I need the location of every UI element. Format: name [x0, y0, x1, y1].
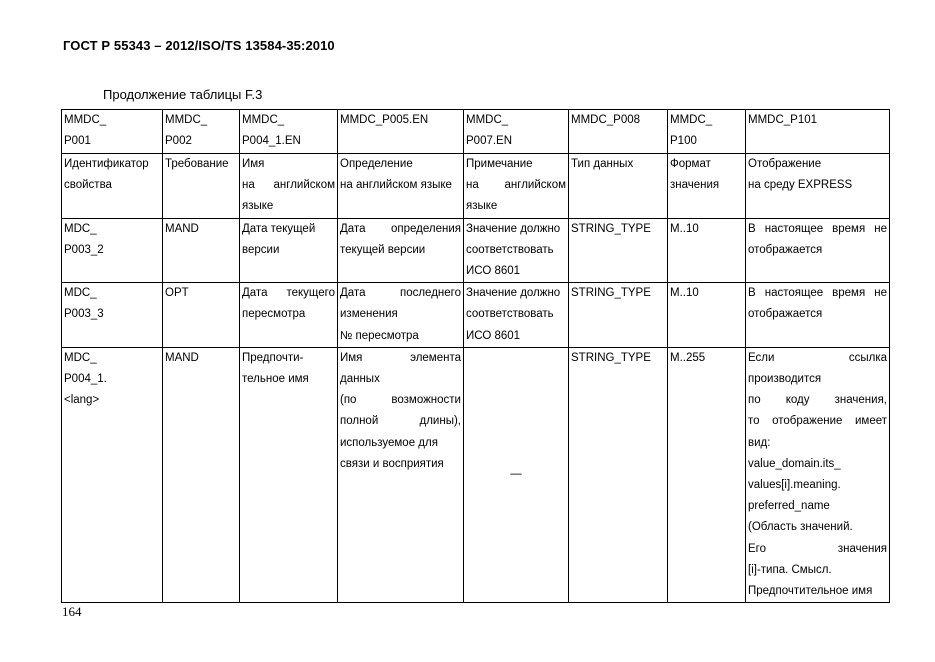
- table-cell-value-format: [668, 347, 746, 602]
- cell-line: ИСО 8601: [466, 265, 521, 278]
- table-cell-note-en: [464, 110, 569, 154]
- cell-line: производится: [748, 373, 822, 386]
- table-cell-requirement: [163, 283, 240, 348]
- cell-line: пересмотра: [242, 308, 306, 321]
- table-cell-requirement: [163, 110, 240, 154]
- table-cell-value-format: [668, 154, 746, 219]
- spec-table: [61, 109, 890, 603]
- cell-line: M..10: [670, 287, 699, 300]
- table-cell-data-type: [569, 283, 668, 348]
- cell-line: Имя: [242, 158, 265, 170]
- cell-line: Имя элемента: [340, 351, 461, 364]
- page-number: 164: [62, 604, 82, 619]
- cell-line: MAND: [165, 351, 199, 364]
- cell-line: MMDC_P101: [748, 114, 818, 126]
- cell-line: Дата текущей: [242, 222, 316, 235]
- cell-line: preferred_name: [748, 500, 830, 513]
- table-cell-property-id: [62, 218, 163, 283]
- cell-line: на английском языке: [340, 179, 452, 192]
- cell-line: Предпочтительное имя: [748, 585, 873, 598]
- cell-line: Идентификатор: [64, 158, 149, 170]
- table-cell-express-mapping: [746, 283, 890, 348]
- cell-line: Тип данных: [571, 158, 634, 170]
- table-row: [62, 154, 890, 219]
- table-cell-property-id: [62, 154, 163, 219]
- cell-line: В настоящее время не: [748, 222, 887, 235]
- table-cell-definition-en: [338, 347, 464, 602]
- cell-line: MDC_: [64, 287, 97, 300]
- document-header: ГОСТ Р 55343 – 2012/ISO/TS 13584-35:2010: [63, 38, 335, 53]
- table-cell-value-format: [668, 283, 746, 348]
- table-cell-name-en: [240, 154, 338, 219]
- table-row: [62, 283, 890, 348]
- cell-line: P004_1.: [64, 373, 107, 386]
- table-cell-express-mapping: [746, 154, 890, 219]
- cell-line: MMDC_: [64, 114, 107, 126]
- table-cell-definition-en: [338, 154, 464, 219]
- cell-line: OPT: [165, 287, 189, 300]
- cell-line: MMDC_: [165, 114, 208, 126]
- cell-line: по коду значения,: [748, 394, 887, 407]
- table-cell-express-mapping: [746, 218, 890, 283]
- table-cell-definition-en: [338, 283, 464, 348]
- cell-line: (Область значений.: [748, 521, 853, 534]
- cell-line: Требование: [165, 158, 229, 170]
- cell-line: Дата определения: [340, 222, 461, 235]
- cell-line: Предпочти-: [242, 351, 304, 364]
- cell-line: Отображение: [748, 158, 822, 170]
- cell-line: P002: [165, 135, 192, 148]
- cell-line: на английском: [242, 179, 335, 192]
- cell-line: Если ссылка: [748, 351, 887, 364]
- cell-line: MDC_: [64, 222, 97, 235]
- table-caption: Продолжение таблицы F.3: [103, 87, 263, 102]
- cell-line: Определение: [340, 158, 413, 170]
- table-cell-property-id: [62, 110, 163, 154]
- cell-line: MDC_: [64, 351, 97, 364]
- table-cell-requirement: [163, 347, 240, 602]
- table-cell-value-format: [668, 218, 746, 283]
- table-cell-data-type: [569, 154, 668, 219]
- cell-line: связи и восприятия: [340, 457, 444, 470]
- cell-line: M..255: [670, 351, 706, 364]
- cell-line: MAND: [165, 222, 199, 235]
- cell-line: Его значения: [748, 542, 887, 555]
- cell-line: Значение должно: [466, 287, 561, 300]
- cell-line: value_domain.its_: [748, 457, 841, 470]
- cell-line: соответствовать: [466, 243, 554, 256]
- cell-line: MMDC_: [242, 114, 285, 126]
- cell-line: Дата последнего: [340, 287, 461, 300]
- cell-line: [i]-типа. Смысл.: [748, 563, 832, 576]
- cell-line: STRING_TYPE: [571, 287, 651, 300]
- table-cell-express-mapping: [746, 347, 890, 602]
- table-cell-value-format: [668, 110, 746, 154]
- cell-line: используемое для: [340, 436, 438, 449]
- cell-line: то отображение имеет: [748, 415, 887, 428]
- table-cell-name-en: [240, 218, 338, 283]
- cell-line: вид:: [748, 436, 771, 449]
- cell-line: MMDC_P005.EN: [340, 114, 429, 126]
- cell-line: значения: [670, 179, 720, 192]
- table-cell-definition-en: [338, 110, 464, 154]
- cell-line: Примечание: [466, 158, 533, 170]
- cell-line: STRING_TYPE: [571, 351, 651, 364]
- cell-line: № пересмотра: [340, 329, 419, 342]
- cell-line: отображается: [748, 308, 823, 321]
- cell-line: на среду EXPRESS: [748, 179, 853, 192]
- cell-line: —: [510, 468, 522, 481]
- cell-line: P003_3: [64, 308, 104, 321]
- table-cell-express-mapping: [746, 110, 890, 154]
- cell-line: отображается: [748, 243, 823, 256]
- table-cell-requirement: [163, 154, 240, 219]
- table-row: [62, 347, 890, 602]
- cell-line: M..10: [670, 222, 699, 235]
- cell-line: текущей версии: [340, 243, 426, 256]
- table-cell-data-type: [569, 347, 668, 602]
- cell-line: P003_2: [64, 243, 104, 256]
- table-cell-data-type: [569, 218, 668, 283]
- table-cell-property-id: [62, 347, 163, 602]
- cell-line: языке: [242, 200, 274, 213]
- cell-line: на английском: [466, 179, 566, 192]
- cell-line: Дата текущего: [242, 287, 335, 300]
- table-cell-note-en: [464, 218, 569, 283]
- cell-line: P004_1.EN: [242, 135, 301, 148]
- cell-line: P001: [64, 135, 91, 148]
- table-cell-name-en: [240, 283, 338, 348]
- cell-line: P007.EN: [466, 135, 513, 148]
- cell-line: values[i].meaning.: [748, 479, 841, 492]
- cell-line: MMDC_: [466, 114, 509, 126]
- cell-line: данных: [340, 373, 380, 386]
- table-cell-note-en: [464, 283, 569, 348]
- table-row: [62, 110, 890, 154]
- table-row: [62, 218, 890, 283]
- cell-line: соответствовать: [466, 308, 554, 321]
- cell-line: MMDC_: [670, 114, 713, 126]
- table-cell-data-type: [569, 110, 668, 154]
- cell-line: В настоящее время не: [748, 287, 887, 300]
- table-cell-note-en: [464, 347, 569, 602]
- cell-line: полной длины),: [340, 415, 461, 428]
- cell-line: Формат: [670, 158, 711, 170]
- table-cell-definition-en: [338, 218, 464, 283]
- table-cell-property-id: [62, 283, 163, 348]
- cell-line: <lang>: [64, 394, 100, 407]
- cell-line: версии: [242, 243, 280, 256]
- cell-line: Значение должно: [466, 222, 561, 235]
- cell-line: P100: [670, 135, 697, 148]
- cell-line: изменения: [340, 308, 398, 321]
- cell-line: (по возможности: [340, 394, 461, 407]
- cell-line: тельное имя: [242, 373, 309, 386]
- cell-line: MMDC_P008: [571, 114, 641, 126]
- cell-line: STRING_TYPE: [571, 222, 651, 235]
- table-cell-name-en: [240, 110, 338, 154]
- table-cell-note-en: [464, 154, 569, 219]
- cell-line: свойства: [64, 179, 112, 192]
- cell-line: ИСО 8601: [466, 329, 521, 342]
- table-cell-name-en: [240, 347, 338, 602]
- cell-line: языке: [466, 200, 498, 213]
- table-cell-requirement: [163, 218, 240, 283]
